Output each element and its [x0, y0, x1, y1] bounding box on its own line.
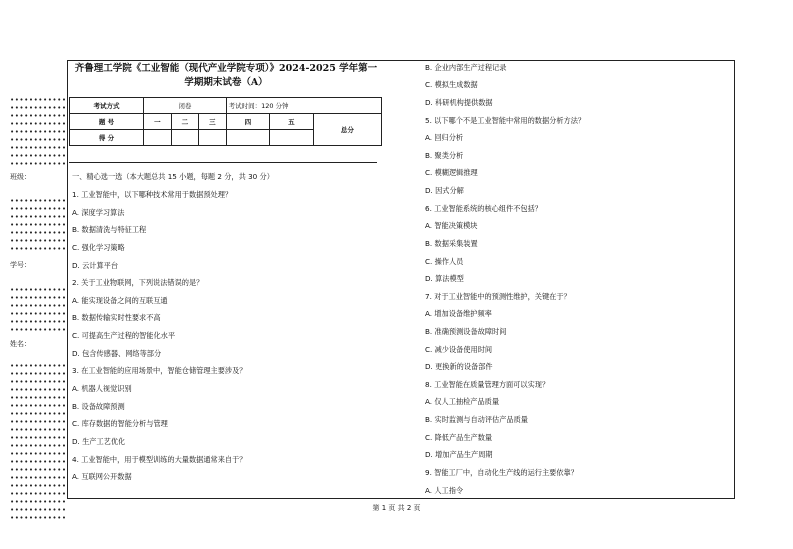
option-line: A. 互联网公开数据	[72, 472, 132, 481]
section-heading: 一、精心选一选（本大题总共 15 小题，每题 2 分，共 30 分）	[72, 172, 274, 181]
col-3: 三	[199, 114, 226, 130]
exam-mode-label: 考试方式	[70, 98, 144, 114]
binding-dots-top: •••••••••••• •••••••••••• •••••••••••• •••••••••••• •••••••••••• •••••••••••• •••••••••••• •••••••••••• ••••••••••••	[10, 96, 67, 168]
col-2: 二	[171, 114, 198, 130]
option-line: A. 能实现设备之间的互联互通	[72, 296, 168, 305]
option-line: A. 智能决策模块	[425, 221, 478, 230]
col-5: 五	[270, 114, 314, 130]
question-line: 1. 工业智能中，以下哪种技术常用于数据预处理？	[72, 190, 233, 199]
page-number: 第 1 页 共 2 页	[372, 504, 421, 512]
name-label: 姓名：	[10, 340, 31, 348]
option-line: A. 仅人工抽检产品质量	[425, 397, 500, 406]
option-line: D. 包含传感器、网络等部分	[72, 349, 162, 358]
question-line: 5. 以下哪个不是工业智能中常用的数据分析方法？	[425, 116, 586, 125]
exam-title-line2: 学期期末试卷（A）	[184, 77, 268, 88]
score-cell	[226, 130, 270, 146]
option-line: A. 人工指令	[425, 486, 464, 495]
question-line: 3. 在工业智能的应用场景中，智能仓储管理主要涉及？	[72, 366, 247, 375]
binding-dots-2: •••••••••••• •••••••••••• •••••••••••• •••••••••••• •••••••••••• •••••••••••• ••••••••••••	[10, 197, 67, 253]
score-row-label: 得 分	[70, 130, 144, 146]
option-line: B. 聚类分析	[425, 151, 464, 160]
score-cell	[199, 130, 226, 146]
option-line: C. 减少设备使用时间	[425, 345, 493, 354]
option-line: C. 模拟生成数据	[425, 80, 478, 89]
exam-time: 考试时间：120 分钟	[226, 98, 381, 114]
score-table	[69, 97, 382, 146]
divider	[69, 162, 377, 163]
student-id-label: 学号：	[10, 261, 31, 269]
option-line: D. 增加产品生产周期	[425, 450, 493, 459]
question-line: 4. 工业智能中，用于模型训练的大量数据通常来自于？	[72, 455, 247, 464]
option-line: C. 模糊逻辑推理	[425, 168, 478, 177]
option-line: D. 生产工艺优化	[72, 437, 126, 446]
option-line: B. 实时监测与自动评估产品质量	[425, 415, 528, 424]
question-line: 7. 对于工业智能中的预测性维护，关键在于？	[425, 292, 571, 301]
question-line: 8. 工业智能在质量管理方面可以实现？	[425, 380, 550, 389]
option-line: B. 数据采集装置	[425, 239, 478, 248]
binding-dots-bottom: •••••••••••• •••••••••••• •••••••••••• •••••••••••• •••••••••••• •••••••••••• •••••••••••• •••••••••••• •••••••••••• •••••••••••• •••••••••••• •••••••••••• •••••••••••• •••••••••••• •••••••••••• •••••••••••• •••••••••••• •••••••••••• •••••••••••• ••••••••••••	[10, 362, 67, 522]
option-line: D. 算法模型	[425, 274, 464, 283]
score-cell	[171, 130, 198, 146]
col-1: 一	[144, 114, 171, 130]
binding-dots-3: •••••••••••• •••••••••••• •••••••••••• •••••••••••• •••••••••••• ••••••••••••	[10, 286, 67, 334]
col-4: 四	[226, 114, 270, 130]
exam-title-line1: 齐鲁理工学院《工业智能（现代产业学院专项）》2024-2025 学年第一	[74, 63, 378, 74]
option-line: A. 机器人视觉识别	[72, 384, 132, 393]
score-cell	[144, 130, 171, 146]
option-line: D. 因式分解	[425, 186, 464, 195]
option-line: B. 准确预测设备故障时间	[425, 327, 507, 336]
question-line: 6. 工业智能系统的核心组件不包括？	[425, 204, 542, 213]
option-line: D. 云计算平台	[72, 261, 119, 270]
exam-mode-value: 闭卷	[144, 98, 226, 114]
option-line: C. 操作人员	[425, 257, 464, 266]
option-line: C. 强化学习策略	[72, 243, 125, 252]
option-line: A. 增加设备维护频率	[425, 309, 492, 318]
question-line: 9. 智能工厂中，自动化生产线的运行主要依靠？	[425, 468, 578, 477]
question-number-label: 题 号	[70, 114, 144, 130]
option-line: B. 设备故障预测	[72, 402, 125, 411]
class-label: 班级：	[10, 173, 31, 181]
option-line: C. 可提高生产过程的智能化水平	[72, 331, 176, 340]
option-line: C. 降低产品生产数量	[425, 433, 493, 442]
option-line: B. 数据清洗与特征工程	[72, 225, 147, 234]
option-line: A. 回归分析	[425, 133, 464, 142]
score-cell	[270, 130, 314, 146]
option-line: D. 科研机构提供数据	[425, 98, 493, 107]
option-line: B. 数据传输实时性要求不高	[72, 313, 161, 322]
option-line: A. 深度学习算法	[72, 208, 125, 217]
total-score-label: 总分	[313, 114, 381, 146]
option-line: D. 更换新的设备部件	[425, 362, 493, 371]
question-line: 2. 关于工业物联网，下列说法错误的是？	[72, 278, 204, 287]
option-line: B. 企业内部生产过程记录	[425, 63, 507, 72]
option-line: C. 库存数据的智能分析与管理	[72, 419, 168, 428]
